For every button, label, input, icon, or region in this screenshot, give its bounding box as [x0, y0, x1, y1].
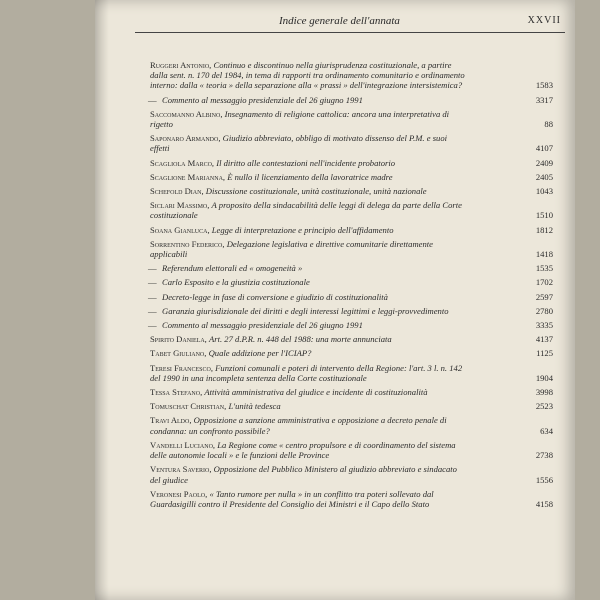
entry-author: Scaglione Marianna,	[150, 171, 226, 182]
index-entry	[150, 172, 555, 182]
entry-author: Tomuschat Christian,	[150, 401, 227, 412]
entry-author: Travi Aldo,	[150, 415, 192, 426]
index-entry	[150, 387, 555, 397]
entry-text	[150, 489, 465, 509]
entry-text	[150, 387, 465, 397]
entry-dash: —	[148, 320, 157, 331]
entry-author: Scagliola Marco,	[150, 157, 215, 168]
index-entry	[150, 277, 555, 287]
entry-author: Siclari Massimo,	[150, 200, 210, 211]
entry-page-number: 88	[544, 119, 553, 130]
header-page-number: XXVII	[527, 15, 561, 26]
entry-title: L'unità tedesca	[228, 401, 281, 412]
entry-page-number: 4107	[535, 143, 553, 154]
entry-page-number: 1702	[535, 277, 553, 288]
entry-title: Giudizio abbreviato, obbligo di motivato dissenso del P.M. e suoi effetti	[150, 133, 448, 154]
entry-page-number: 634	[540, 425, 553, 436]
entry-author: Saccomanno Albino,	[150, 108, 223, 119]
entry-title: La Regione come « centro propulsore e di coordinamento del sistema delle autonomie locali » e le funzioni delle Province	[150, 439, 456, 461]
entry-author: Soana Gianluca,	[150, 224, 210, 235]
entry-author: Teresi Francesco,	[150, 362, 213, 373]
entry-title: Opposizione del Pubblico Ministero al giudizio abbreviato e sindacato del giudice	[150, 464, 457, 485]
entry-page-number: 1418	[535, 249, 553, 260]
index-entry	[150, 200, 555, 220]
entry-title: È nullo il licenziamento della lavoratrice madre	[227, 171, 393, 182]
index-entry	[150, 133, 555, 153]
entry-page-number: 1812	[535, 224, 553, 235]
index-entry	[150, 60, 555, 91]
entry-title: A proposito della sindacabilità delle leggi di delega da parte della Corte costituzionale	[150, 200, 462, 221]
entry-dash: —	[148, 263, 157, 274]
index-entry	[150, 225, 555, 235]
entry-author: Ruggeri Antonio,	[150, 60, 212, 70]
entry-title: Commento al messaggio presidenziale del 26 giugno 1991	[162, 94, 363, 105]
entry-page-number: 3998	[535, 387, 553, 398]
index-entry	[150, 158, 555, 168]
entry-author: Sorrentino Federico,	[150, 238, 225, 249]
entry-text	[150, 200, 465, 220]
entry-page-number: 3335	[535, 320, 553, 331]
entry-author: Tessa Stefano,	[150, 387, 203, 398]
entry-page-number: 2738	[535, 450, 553, 461]
entry-text	[150, 464, 465, 484]
book-page	[95, 0, 575, 600]
entry-text	[150, 440, 465, 460]
entry-title: Decreto-legge in fase di conversione e giudizio di costituzionalità	[162, 291, 388, 302]
entry-dash: —	[148, 291, 157, 302]
entry-title: Commento al messaggio presidenziale del 26 giugno 1991	[162, 320, 363, 331]
index-entry	[150, 489, 555, 509]
entry-text	[150, 334, 465, 344]
index-entry	[150, 415, 555, 435]
entry-author: Vandelli Luciano,	[150, 439, 216, 450]
entry-page-number: 2409	[535, 157, 553, 168]
entry-text	[150, 186, 465, 196]
index-entry	[150, 186, 555, 196]
index-entry	[150, 263, 555, 273]
entry-author: Saponaro Armando,	[150, 133, 221, 144]
entry-title: Opposizione a sanzione amministrativa e opposizione a decreto penale di condanna: un confronto possibile?	[150, 415, 447, 436]
entry-page-number: 1904	[535, 372, 553, 383]
entry-page-number: 2780	[535, 305, 553, 316]
entry-page-number: 3317	[535, 94, 553, 105]
header-title: Indice generale dell'annata	[279, 15, 400, 27]
entry-text	[150, 158, 465, 168]
entry-text	[150, 263, 477, 273]
entry-text	[150, 172, 465, 182]
entry-page-number: 1125	[536, 348, 553, 359]
index-entry	[150, 306, 555, 316]
entry-dash: —	[148, 277, 157, 288]
index-entry	[150, 95, 555, 105]
entry-page-number: 1556	[535, 474, 553, 485]
index-entry	[150, 401, 555, 411]
index-entry	[150, 334, 555, 344]
entry-page-number: 2523	[535, 401, 553, 412]
entry-title: Discussione costituzionale, unità costituzionale, unità nazionale	[205, 186, 427, 197]
entry-text	[150, 415, 465, 435]
entry-page-number: 1043	[535, 186, 553, 197]
entry-text	[150, 239, 465, 259]
entry-title: Attività amministrativa del giudice e incidente di costituzionalità	[204, 387, 428, 398]
entry-author: Spirito Daniela,	[150, 334, 207, 345]
entry-page-number: 2597	[535, 291, 553, 302]
entry-title: Continuo e discontinuo nella giurisprudenza costituzionale, a partire dalla sent. n. 170 del 1984, in tema di rapporti tra ordinamento comunitario e ordinamento interno: dalla « teoria » della separazione alla « prassi » dell'integrazione intersistemica?	[150, 60, 465, 91]
index-entry	[150, 440, 555, 460]
entry-text	[150, 320, 477, 330]
entry-text	[150, 277, 477, 287]
entry-title: « Tanto rumore per nulla » in un conflitto tra poteri sollevato dal Guardasigilli contro il Presidente del Consiglio dei Ministri e il Capo dello Stato	[150, 488, 434, 509]
entry-title: Referendum elettorali ed « omogeneità »	[162, 263, 303, 274]
entry-text	[150, 363, 465, 383]
entry-author: Veronesi Paolo,	[150, 488, 208, 499]
entry-title: Garanzia giurisdizionale dei diritti e degli interessi legittimi e leggi-provvedimento	[162, 305, 449, 316]
entry-dash: —	[148, 94, 157, 105]
entry-text	[150, 109, 465, 129]
entry-title: Carlo Esposito e la giustizia costituzionale	[162, 277, 310, 288]
running-header	[135, 12, 565, 33]
entry-title: Il diritto alle contestazioni nell'incidente probatorio	[216, 157, 396, 168]
entry-title: Delegazione legislativa e direttive comunitarie direttamente applicabili	[150, 238, 433, 260]
entry-text	[150, 60, 465, 91]
index-entry	[150, 292, 555, 302]
entry-text	[150, 133, 465, 153]
index-entry	[150, 320, 555, 330]
entry-text	[150, 348, 465, 358]
index-entry	[150, 363, 555, 383]
entry-text	[150, 306, 477, 316]
entry-text	[150, 401, 465, 411]
entry-author: Tabet Giuliano,	[150, 348, 207, 359]
entry-page-number: 1535	[535, 263, 553, 274]
entry-author: Ventura Saverio,	[150, 464, 212, 475]
entry-title: Quale addizione per l'ICIAP?	[208, 348, 312, 359]
index-entry	[150, 348, 555, 358]
entry-title: Insegnamento di religione cattolica: ancora una interpretativa di rigetto	[150, 108, 450, 130]
entry-author: Schefold Dian,	[150, 186, 204, 197]
entry-page-number: 4137	[535, 334, 553, 345]
entry-dash: —	[148, 305, 157, 316]
entry-page-number: 4158	[535, 498, 553, 509]
entry-text	[150, 225, 465, 235]
entry-page-number: 2405	[535, 171, 553, 182]
index-entry	[150, 464, 555, 484]
index-entry	[150, 109, 555, 129]
index-entry	[150, 239, 555, 259]
entry-title: Art. 27 d.P.R. n. 448 del 1988: una morte annunciata	[209, 334, 392, 345]
entry-page-number: 1510	[535, 210, 553, 221]
entry-page-number: 1583	[535, 80, 553, 91]
entry-text	[150, 292, 477, 302]
entry-text	[150, 95, 477, 105]
index-entries	[150, 60, 555, 513]
entry-title: Legge di interpretazione e principio dell'affidamento	[211, 224, 394, 235]
entry-title: Funzioni comunali e poteri di intervento della Regione: l'art. 3 l. n. 142 del 1990 in una incompleta sentenza della Corte costituzionale	[150, 362, 463, 383]
